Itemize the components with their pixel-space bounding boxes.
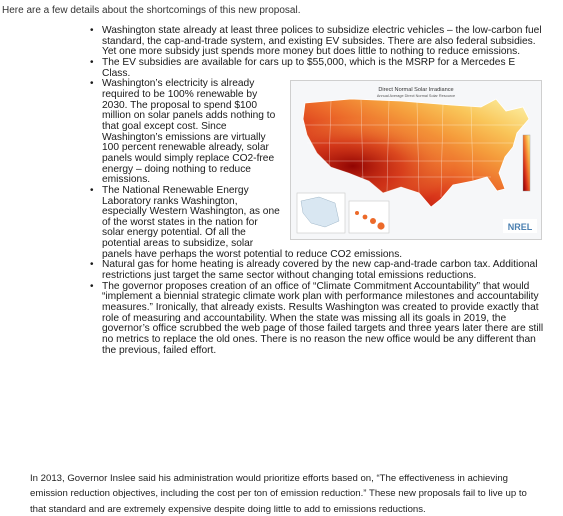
shortcomings-list (88, 26, 544, 356)
list-item-text: The EV subsidies are available for cars up to $55,000, which is the MSRP for a Mercedes E Class. (102, 56, 516, 79)
closing-paragraph: In 2013, Governor Inslee said his administration would prioritize efforts based on, “The effectiveness in achieving emission reduction objectives, including the cost per ton of emission reduction.” These new proposals fail to live up to that standard and are extremely expensive despite doing little to add to emissions reductions. (30, 472, 527, 515)
intro-text: Here are a few details about the shortcomings of this new proposal. (2, 5, 301, 16)
map-title: • Direct Normal Solar Irradiance (378, 87, 454, 94)
list-item-text: Washington’s electricity is already required to be 100% renewable by 2030. The proposal to spend $100 million on solar panels adds nothing to that goal except cost. Since Washington’s emissions are virtually 100 percent renewable already, solar panels would simply replace CO2-free energy – doing nothing to reduce emissions. (102, 78, 276, 186)
list-item (102, 260, 544, 281)
list-item-text: The National Renewable Energy Laboratory ranks Washington, especially Western Washington, as one of the worst states in the nation for solar energy potential. Of all the potential areas to subsidize, solar panels have perhaps the worst potential to reduce CO2 emissions. (102, 184, 403, 260)
list-item-text: Washington state already at least three polices to subsidize electric vehicles – the low-carbon fuel standard, the cap-and-trade system, and existing EV subsides. There are also federal subsidies. Yet one more subsidy just spends more money but does little to nothing to reduce emissions. (102, 25, 542, 58)
svg-text:NREL: NREL (507, 222, 533, 233)
list-item-text: Natural gas for home heating is already covered by the new cap-and-trade carbon tax. Additional restrictions just target the same sector without changing total emissions reductions. (102, 259, 538, 282)
list-item (102, 58, 544, 79)
list-item (102, 26, 544, 58)
map-subtitle: Annual Average Direct Normal Solar Resource (376, 94, 456, 99)
list-item (102, 186, 544, 261)
map-legend (523, 135, 530, 191)
list-item-text: The governor proposes creation of an office of “Climate Commitment Accountability” that would “implement a biennial strategic climate work plan with performance milestones and accountability measures.” Ironically, that already exists. Results Washington was created to provide exactly that role of measuring and accountability. When the state was missing all its goals in 2019, the governor’s office scrubbed the web page of those failed targets and three years later there are still no metrics to replace the old ones. There is no reason the new office would be any different than the previous, failed effort. (102, 280, 544, 356)
list-item (102, 282, 544, 357)
